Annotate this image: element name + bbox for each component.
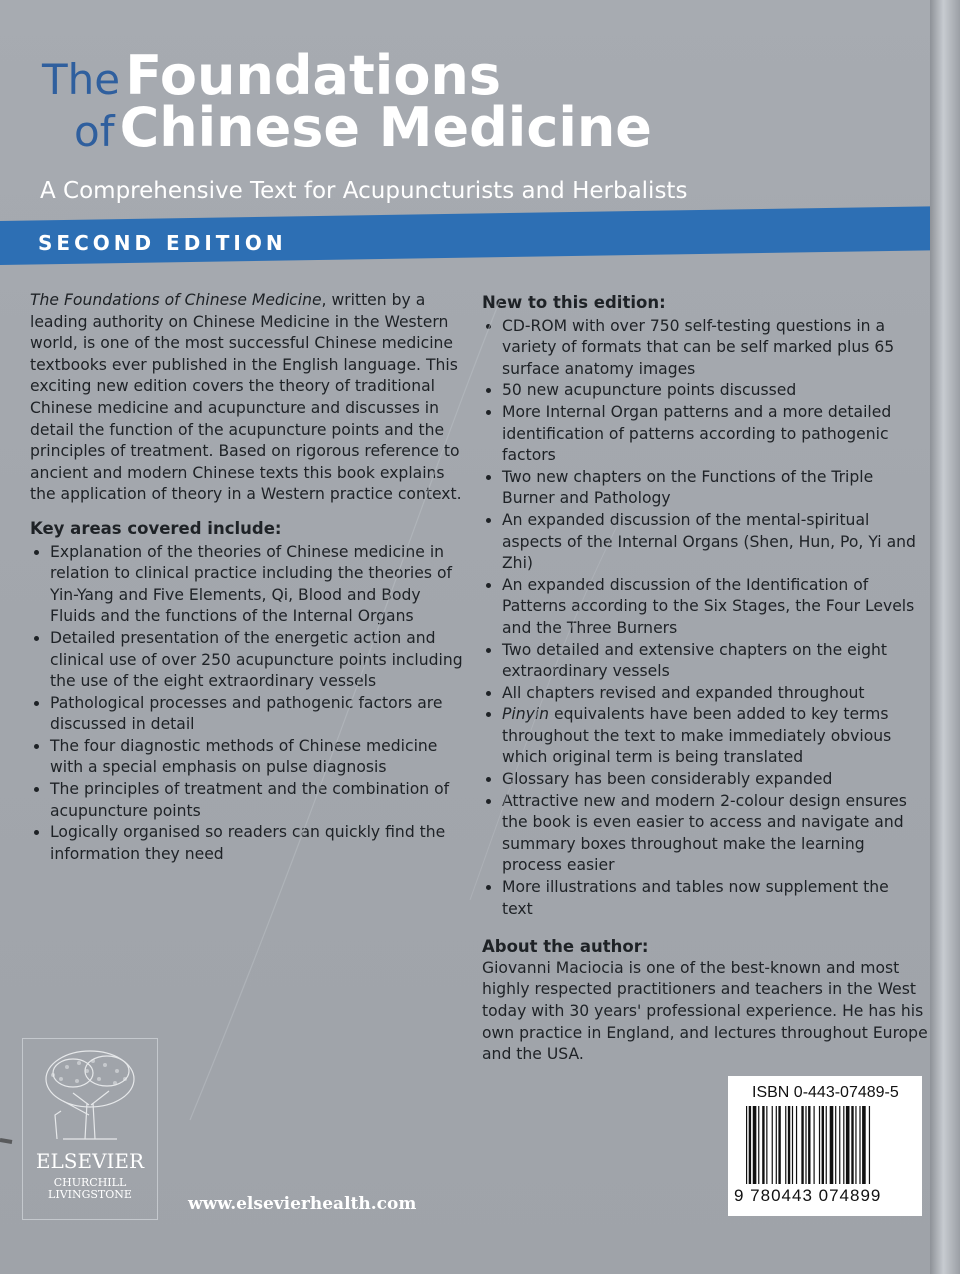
new-edition-heading: New to this edition: bbox=[482, 293, 666, 312]
barcode-sticker bbox=[728, 1076, 922, 1216]
list-item: • Glossary has been considerably expanded bbox=[502, 769, 922, 791]
barcode-bar bbox=[819, 1106, 820, 1184]
list-item: • 50 new acupuncture points discussed bbox=[502, 380, 922, 402]
intro-text: , written by a leading authority on Chinese Medicine in the Western world, is one of the most successful Chinese medicine textbooks ever published in the English language. This exciting new edition covers the theory of traditional Chinese medicine and acupuncture and discusses in detail the function of the acupuncture points and the principles of treatment. Based on rigorous reference to ancient and modern Chinese texts this book explains the application of theory in a Western practice context. bbox=[30, 291, 462, 504]
list-item: • The four diagnostic methods of Chinese medicine with a special emphasis on pulse diagnosis bbox=[50, 736, 466, 779]
list-item: • Attractive new and modern 2-colour design ensures the book is even easier to access and navigate and summary boxes throughout make the learning process easier bbox=[502, 791, 922, 877]
list-item-pinyin bbox=[502, 704, 922, 769]
barcode-bar bbox=[785, 1106, 786, 1184]
barcode-bar bbox=[778, 1106, 780, 1184]
barcode-bar bbox=[753, 1106, 757, 1184]
barcode-bar bbox=[843, 1106, 844, 1184]
title-line-2 bbox=[74, 96, 652, 159]
barcode-bar bbox=[796, 1106, 797, 1184]
isbn-text: ISBN 0-443-07489-5 bbox=[752, 1084, 899, 1101]
barcode-bar bbox=[862, 1106, 866, 1184]
list-item: • Two detailed and extensive chapters on the eight extraordinary vessels bbox=[502, 640, 922, 683]
barcode-bar bbox=[805, 1106, 806, 1184]
title-of: of bbox=[74, 107, 115, 156]
left-column bbox=[30, 290, 466, 865]
barcode-number: 9 780443 074899 bbox=[734, 1186, 882, 1205]
barcode-bar bbox=[801, 1106, 803, 1184]
list-item: • An expanded discussion of the Identification of Patterns according to the Six Stages, the Four Levels and the Three Burners bbox=[502, 575, 922, 640]
barcode-bar bbox=[851, 1106, 853, 1184]
tree-logo-icon bbox=[33, 1045, 147, 1145]
about-author-text: Giovanni Maciocia is one of the best-known and most highly respected practitioners and teachers in the West today with 30 years' professional experience. He has his own practice in England, and lectures throughout Europe and the USA. bbox=[482, 958, 928, 1064]
imprint-line-1: CHURCHILL bbox=[53, 1176, 127, 1189]
list-item: • CD-ROM with over 750 self-testing questions in a variety of formats that can be self marked plus 65 surface anatomy images bbox=[502, 316, 922, 381]
list-item: • Two new chapters on the Functions of the Triple Burner and Pathology bbox=[502, 467, 922, 510]
barcode-bar bbox=[792, 1106, 793, 1184]
book-spine-edge bbox=[930, 0, 960, 1274]
publisher-name: ELSEVIER bbox=[35, 1149, 145, 1173]
barcode-bar bbox=[859, 1106, 860, 1184]
list-item: • Detailed presentation of the energetic action and clinical use of over 250 acupuncture points including the use of the eight extraordinary vessels bbox=[50, 628, 466, 693]
barcode-bar bbox=[766, 1106, 767, 1184]
barcode-bar bbox=[869, 1106, 870, 1184]
elsevier-logo bbox=[22, 1038, 158, 1220]
list-item: • All chapters revised and expanded throughout bbox=[502, 683, 922, 705]
imprint-line-2: LIVINGSTONE bbox=[48, 1188, 132, 1201]
barcode-icon bbox=[746, 1106, 912, 1184]
list-item: • Pathological processes and pathogenic factors are discussed in detail bbox=[50, 693, 466, 736]
barcode-bar bbox=[776, 1106, 777, 1184]
barcode-bar bbox=[830, 1106, 834, 1184]
intro-paragraph bbox=[30, 290, 466, 506]
list-item: • More illustrations and tables now supplement the text bbox=[502, 877, 922, 920]
barcode-bar bbox=[788, 1106, 790, 1184]
pinyin-text: equivalents have been added to key terms throughout the text to make immediately obvious which original term is being translated bbox=[502, 705, 892, 767]
title-chinese-medicine: Chinese Medicine bbox=[119, 96, 652, 159]
publisher-imprint bbox=[23, 1177, 157, 1201]
title-the: The bbox=[42, 55, 121, 104]
key-areas-heading: Key areas covered include: bbox=[30, 518, 282, 538]
list-item: • An expanded discussion of the mental-spiritual aspects of the Internal Organs (Shen, Hun, Po, Yi and Zhi) bbox=[502, 510, 922, 575]
about-author-heading: About the author: bbox=[482, 937, 649, 957]
barcode-bar bbox=[772, 1106, 773, 1184]
new-edition-list bbox=[482, 316, 922, 921]
barcode-bar bbox=[822, 1106, 824, 1184]
list-item: • Explanation of the theories of Chinese medicine in relation to clinical practice including the theories of Yin-Yang and Five Elements, Qi, Blood and Body Fluids and the functions of the Internal Organs bbox=[50, 542, 466, 628]
barcode-bar bbox=[839, 1106, 840, 1184]
barcode-bar bbox=[749, 1106, 751, 1184]
barcode-bar bbox=[808, 1106, 810, 1184]
barcode-bar bbox=[846, 1106, 850, 1184]
list-item: • More Internal Organ patterns and a more detailed identification of patterns according to pathogenic factors bbox=[502, 402, 922, 467]
key-areas-list bbox=[30, 542, 466, 866]
list-item: • The principles of treatment and the combination of acupuncture points bbox=[50, 779, 466, 822]
edition-label: SECOND EDITION bbox=[38, 231, 287, 255]
barcode-bar bbox=[826, 1106, 827, 1184]
subtitle: A Comprehensive Text for Acupuncturists and Herbalists bbox=[40, 178, 688, 204]
right-column bbox=[482, 286, 928, 1066]
pinyin-term: Pinyin bbox=[502, 705, 550, 724]
intro-book-title: The Foundations of Chinese Medicine bbox=[30, 291, 322, 309]
barcode-bar bbox=[835, 1106, 836, 1184]
barcode-bar bbox=[814, 1106, 815, 1184]
list-item: • Logically organised so readers can quickly find the information they need bbox=[50, 822, 466, 865]
barcode-bar bbox=[762, 1106, 764, 1184]
barcode-bar bbox=[855, 1106, 856, 1184]
title-foundations: Foundations bbox=[125, 44, 502, 107]
barcode-bar bbox=[758, 1106, 759, 1184]
barcode-bar bbox=[746, 1106, 747, 1184]
publisher-url[interactable]: www.elsevierhealth.com bbox=[188, 1194, 417, 1214]
